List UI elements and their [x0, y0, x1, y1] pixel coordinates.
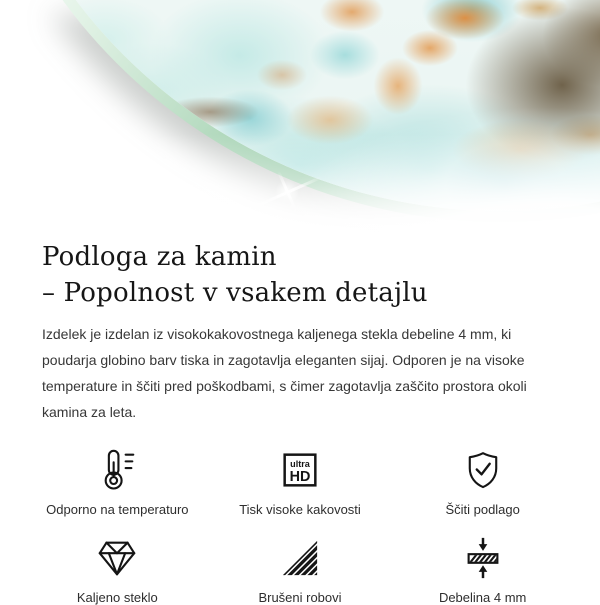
- feature-label: Tisk visoke kakovosti: [239, 502, 361, 517]
- product-hero: [0, 0, 600, 235]
- feature-label: Debelina 4 mm: [438, 590, 527, 605]
- feature-label: Brušeni robovi: [258, 590, 342, 605]
- thickness-arrows-icon: [460, 533, 506, 583]
- feature-temperature: [26, 445, 209, 517]
- glass-panel-shadow: [0, 0, 600, 235]
- ultra-hd-badge-top: ultra: [290, 459, 310, 470]
- page-title: [42, 239, 558, 311]
- feature-polished-edges: [209, 533, 392, 605]
- feature-label: Kaljeno steklo: [76, 590, 158, 605]
- product-description-section: [0, 239, 600, 425]
- page-title-line1: Podloga za kamin: [42, 242, 277, 272]
- feature-thickness: [391, 533, 574, 605]
- page-title-line2: – Popolnost v vsakem detajlu: [42, 278, 428, 308]
- product-image: [0, 0, 600, 235]
- feature-protects-surface: [391, 445, 574, 517]
- thermometer-icon: [94, 445, 140, 495]
- feature-grid: [0, 445, 600, 605]
- ultra-hd-badge-bottom: HD: [289, 469, 311, 486]
- feature-print-quality: [209, 445, 392, 517]
- ultra-hd-icon: [277, 445, 323, 495]
- feature-label: Odporno na temperaturo: [46, 502, 189, 517]
- diamond-icon: [94, 533, 140, 583]
- feature-label: Ščiti podlago: [445, 502, 520, 517]
- brushed-edges-icon: [277, 533, 323, 583]
- feature-tempered-glass: [26, 533, 209, 605]
- product-description-text: Izdelek je izdelan iz visokokakovostnega kaljenega stekla debeline 4 mm, ki poudarja globino barv tiska in zagotavlja eleganten sijaj. Odporen je na visoke temperature in ščiti pred poškodbami, s čimer zagotavlja zaščito prostora okoli kamina za leta.: [42, 326, 527, 420]
- shield-check-icon: [460, 445, 506, 495]
